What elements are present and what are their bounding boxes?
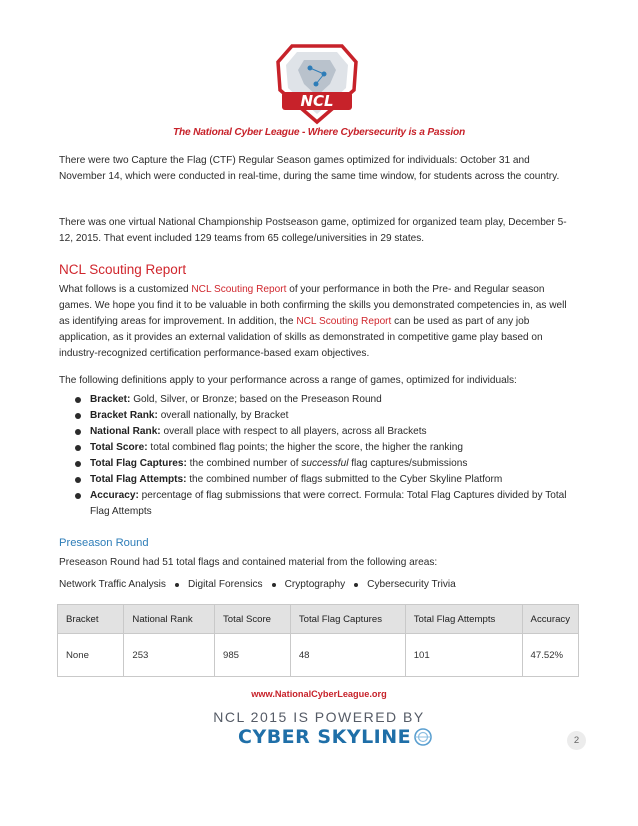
table-row: [58, 634, 579, 677]
column-header: Bracket: [58, 605, 124, 634]
definition-desc: overall nationally, by Bracket: [157, 410, 289, 421]
column-header: National Rank: [124, 605, 215, 634]
scouting-report-link-2: NCL Scouting Report: [296, 316, 392, 327]
definition-term: National Rank:: [90, 426, 161, 437]
table-header-row: [58, 605, 579, 634]
intro-paragraph-2: There was one virtual National Championship Postseason game, optimized for organized team play, December 5-12, 2015. That event included 129 teams from 65 college/universities in 29 states.: [59, 217, 567, 244]
list-item: [59, 408, 584, 424]
bullet-icon: [75, 413, 81, 419]
table-cell: 253: [124, 634, 215, 677]
definition-desc: total combined flag points; the higher the score, the higher the ranking: [147, 442, 463, 453]
column-header: Total Score: [215, 605, 291, 634]
preseason-results-table: [57, 604, 579, 677]
page-number-badge: 2: [567, 731, 586, 750]
bullet-icon: [272, 583, 276, 587]
definition-term: Accuracy:: [90, 490, 139, 501]
table-cell: 48: [290, 634, 405, 677]
cyber-skyline-wordmark: CYBER SKYLINE: [238, 726, 412, 748]
column-header: Accuracy: [522, 605, 578, 634]
definition-desc: percentage of flag submissions that were correct. Formula: Total Flag Captures divided by Total Flag Attempts: [90, 490, 567, 517]
bullet-icon: [75, 461, 81, 467]
scouting-report-heading: NCL Scouting Report: [59, 262, 187, 277]
list-item: [59, 488, 584, 520]
list-item: [59, 456, 584, 472]
bullet-icon: [354, 583, 358, 587]
list-item: [59, 392, 584, 408]
definition-desc: the combined number of flags submitted to the Cyber Skyline Platform: [186, 474, 503, 485]
table-cell: 101: [405, 634, 522, 677]
definition-desc: flag captures/submissions: [348, 458, 468, 469]
globe-icon: [413, 727, 433, 747]
definition-term: Total Flag Captures:: [90, 458, 187, 469]
definition-term: Bracket:: [90, 394, 131, 405]
bullet-icon: [75, 429, 81, 435]
bullet-icon: [75, 397, 81, 403]
bullet-icon: [175, 583, 179, 587]
scouting-text-c: can be used as part of any job application, as it provides an external validation of skills as demonstrated in competitive game play based on industry-recognized certification performance-based exam objectives.: [59, 316, 543, 359]
definition-term: Total Flag Attempts:: [90, 474, 187, 485]
definitions-intro: The following definitions apply to your performance across a range of games, optimized for individuals:: [59, 375, 517, 386]
tagline: The National Cyber League - Where Cybersecurity is a Passion: [172, 127, 466, 138]
area-item: Cybersecurity Trivia: [367, 579, 456, 590]
table-cell: None: [58, 634, 124, 677]
bullet-icon: [75, 477, 81, 483]
scouting-paragraph-1: [59, 282, 579, 362]
intro-paragraph-1: There were two Capture the Flag (CTF) Regular Season games optimized for individuals: October 31 and November 14, which were conducted in real-time, during the same time window, for students across the country.: [59, 155, 560, 182]
cyber-skyline-logo: [238, 726, 433, 748]
column-header: Total Flag Attempts: [405, 605, 522, 634]
definition-term: Total Score:: [90, 442, 148, 453]
scouting-report-link-1: NCL Scouting Report: [191, 284, 287, 295]
website-link[interactable]: www.NationalCyberLeague.org: [251, 689, 387, 699]
ncl-logo-text: NCL: [300, 92, 334, 110]
powered-by-text: NCL 2015 IS POWERED BY: [213, 709, 425, 725]
column-header: Total Flag Captures: [290, 605, 405, 634]
ncl-logo: [272, 40, 362, 126]
scouting-text-a: What follows is a customized: [59, 284, 192, 295]
definition-desc: overall place with respect to all players, across all Brackets: [160, 426, 427, 437]
table-cell: 47.52%: [522, 634, 578, 677]
bullet-icon: [75, 445, 81, 451]
list-item: [59, 472, 584, 488]
list-item: [59, 440, 584, 456]
definition-emphasis: successful: [301, 458, 349, 469]
list-item: [59, 424, 584, 440]
area-item: Cryptography: [284, 579, 346, 590]
preseason-heading: Preseason Round: [59, 537, 149, 549]
bullet-icon: [75, 493, 81, 499]
preseason-text: Preseason Round had 51 total flags and contained material from the following areas:: [59, 557, 438, 568]
definitions-list: [59, 392, 584, 520]
area-item: Network Traffic Analysis: [59, 579, 166, 590]
definition-desc: Gold, Silver, or Bronze; based on the Preseason Round: [130, 394, 382, 405]
definition-term: Bracket Rank:: [90, 410, 158, 421]
definition-desc: the combined number of: [186, 458, 302, 469]
table-cell: 985: [215, 634, 291, 677]
scouting-text-b: of your performance in both the Pre- and Regular season games. We hope you find it to be valuable in both confirming the skills you demonstrated competencies in, as well as identifying areas for improvement. In addition, the: [59, 284, 567, 327]
preseason-areas: [59, 577, 456, 593]
area-item: Digital Forensics: [187, 579, 263, 590]
